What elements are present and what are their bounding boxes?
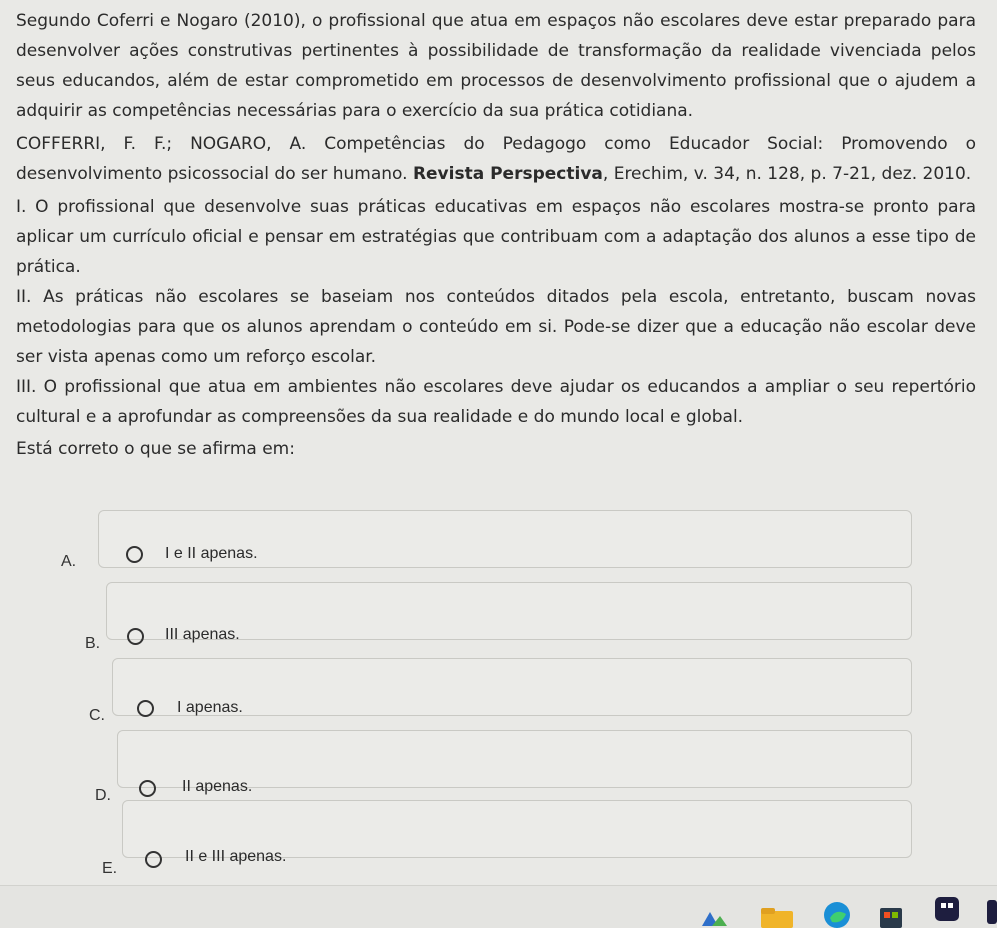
intro-line-3: pelos seus educandos, além de estar comprometido em processos de desenvolvimento profissional que o — [16, 41, 977, 91]
option-a[interactable] — [61, 510, 912, 570]
intro-paragraph — [16, 6, 976, 126]
app-icon[interactable] — [934, 896, 960, 922]
folder-icon[interactable] — [760, 906, 794, 928]
intro-line-4: ajudem a adquirir as competências necessárias para o exercício da sua prática cotidiana. — [16, 71, 976, 121]
edge-browser-icon[interactable] — [822, 900, 852, 928]
option-b-radio[interactable] — [127, 628, 144, 645]
option-b-letter: B. — [85, 635, 101, 652]
reference-details: , Erechim, v. 34, n. 128, p. 7-21, dez. 2010. — [602, 164, 972, 184]
reference-journal: Revista Perspectiva — [412, 164, 603, 184]
statement-1: I. O profissional que desenvolve suas práticas educativas em espaços não escolares mostra-se pronto para aplicar um currículo oficial e pensar em estratégias que contribuam com a adaptação dos alunos a esse tipo de prática. — [16, 197, 976, 277]
store-icon[interactable] — [878, 904, 904, 928]
option-c[interactable] — [89, 658, 912, 724]
option-a-text: I e II apenas. — [165, 545, 258, 562]
option-c-radio[interactable] — [137, 700, 154, 717]
option-c-text: I apenas. — [177, 699, 243, 716]
question-content — [16, 6, 976, 464]
option-d-letter: D. — [95, 787, 111, 804]
option-d[interactable] — [95, 730, 912, 804]
reference-paragraph — [16, 129, 976, 189]
taskbar — [0, 885, 997, 928]
option-b-text: III apenas. — [165, 626, 240, 643]
option-d-radio[interactable] — [139, 780, 156, 797]
statement-2: II. As práticas não escolares se baseiam nos conteúdos ditados pela escola, entretanto, buscam novas metodologias para que os alunos aprendam o conteúdo em si. Pode-se dizer que a educação não escolar deve ser vista apenas como um reforço escolar. — [16, 287, 976, 367]
widgets-icon[interactable] — [700, 904, 728, 928]
option-a-letter: A. — [61, 553, 77, 570]
intro-line-2: para desenvolver ações construtivas pertinentes à possibilidade de transformação da realidade vivenciada — [16, 11, 977, 61]
option-b[interactable] — [85, 582, 912, 652]
overflow-icon[interactable] — [985, 898, 997, 924]
statement-3: III. O profissional que atua em ambientes não escolares deve ajudar os educandos a ampliar o seu repertório cultural e a aprofundar as compreensões da sua realidade e do mundo local e global. — [16, 377, 976, 427]
option-e[interactable] — [102, 800, 912, 877]
option-e-radio[interactable] — [145, 851, 162, 868]
option-e-text: II e III apenas. — [185, 848, 287, 865]
intro-line-1: Segundo Coferri e Nogaro (2010), o profissional que atua em espaços não escolares deve estar preparado — [16, 11, 932, 31]
option-c-letter: C. — [89, 707, 105, 724]
reference-text: COFFERRI, F. F.; NOGARO, A. Competências do Pedagogo como Educador Social: Promovendo o desenvolvimento psicossocial do ser humano. — [16, 134, 976, 184]
option-a-radio[interactable] — [126, 546, 143, 563]
option-d-text: II apenas. — [182, 778, 253, 795]
question-prompt: Está correto o que se afirma em: — [16, 439, 295, 459]
option-e-letter: E. — [102, 860, 118, 877]
